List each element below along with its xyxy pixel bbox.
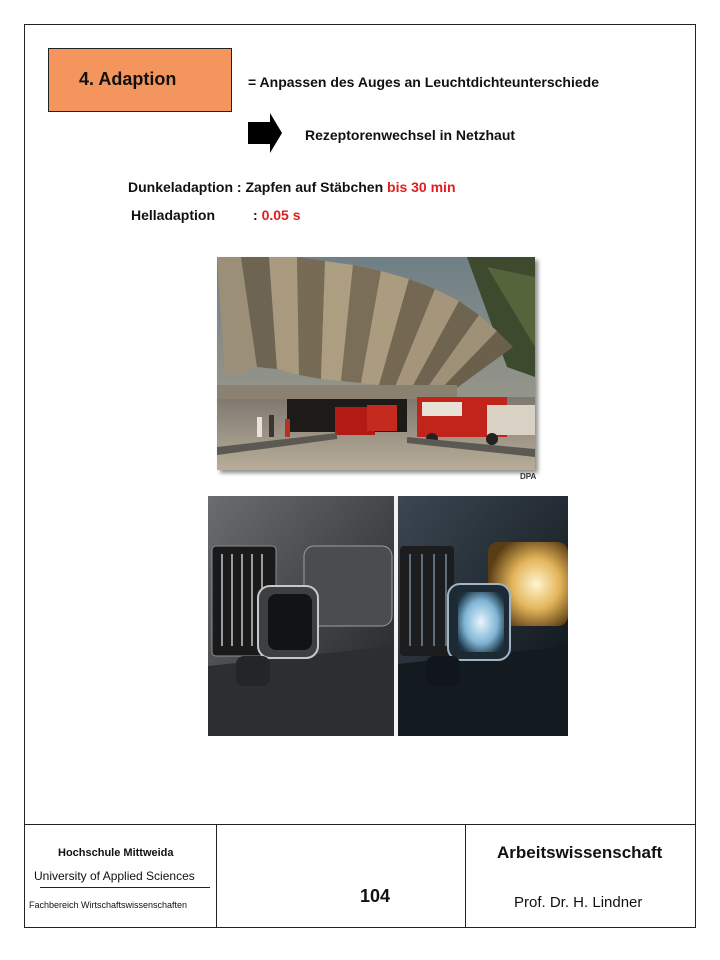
university-underline — [40, 887, 210, 888]
faculty-name: Fachbereich Wirtschaftswissenschaften — [29, 900, 188, 910]
professor-name: Prof. Dr. H. Lindner — [514, 894, 643, 911]
page-frame — [24, 24, 696, 928]
dark-adaptation-text: : Zapfen auf Stäbchen — [236, 179, 384, 195]
footer-column-divider-left — [216, 824, 217, 928]
light-adaptation-separator: : — [253, 207, 258, 223]
university-name: University of Applied Sciences — [34, 869, 195, 883]
car-mirror-comparison-photo — [208, 496, 568, 736]
footer-column-divider-right — [465, 824, 466, 928]
light-adaptation-label: Helladaption — [131, 207, 216, 223]
dark-adaptation-label: Dunkeladaption — [128, 179, 234, 195]
course-subject: Arbeitswissenschaft — [497, 843, 663, 862]
slide-title: 4. Adaption — [79, 69, 177, 89]
page-number: 104 — [360, 886, 391, 906]
title-box — [48, 48, 232, 112]
dark-adaptation-row — [128, 179, 456, 195]
dark-adaptation-time: bis 30 min — [387, 179, 456, 195]
tunnel-entrance-photo — [217, 257, 535, 470]
footer-divider — [24, 824, 696, 825]
photo-credit: DPA — [520, 472, 537, 481]
right-arrow-icon — [248, 113, 282, 153]
light-adaptation-row — [131, 207, 301, 223]
receptor-change-text: Rezeptorenwechsel in Netzhaut — [305, 127, 516, 143]
light-adaptation-time: 0.05 s — [261, 207, 301, 223]
definition-text: = Anpassen des Auges an Leuchtdichteunterschiede — [248, 74, 599, 90]
school-name: Hochschule Mittweida — [58, 847, 174, 859]
